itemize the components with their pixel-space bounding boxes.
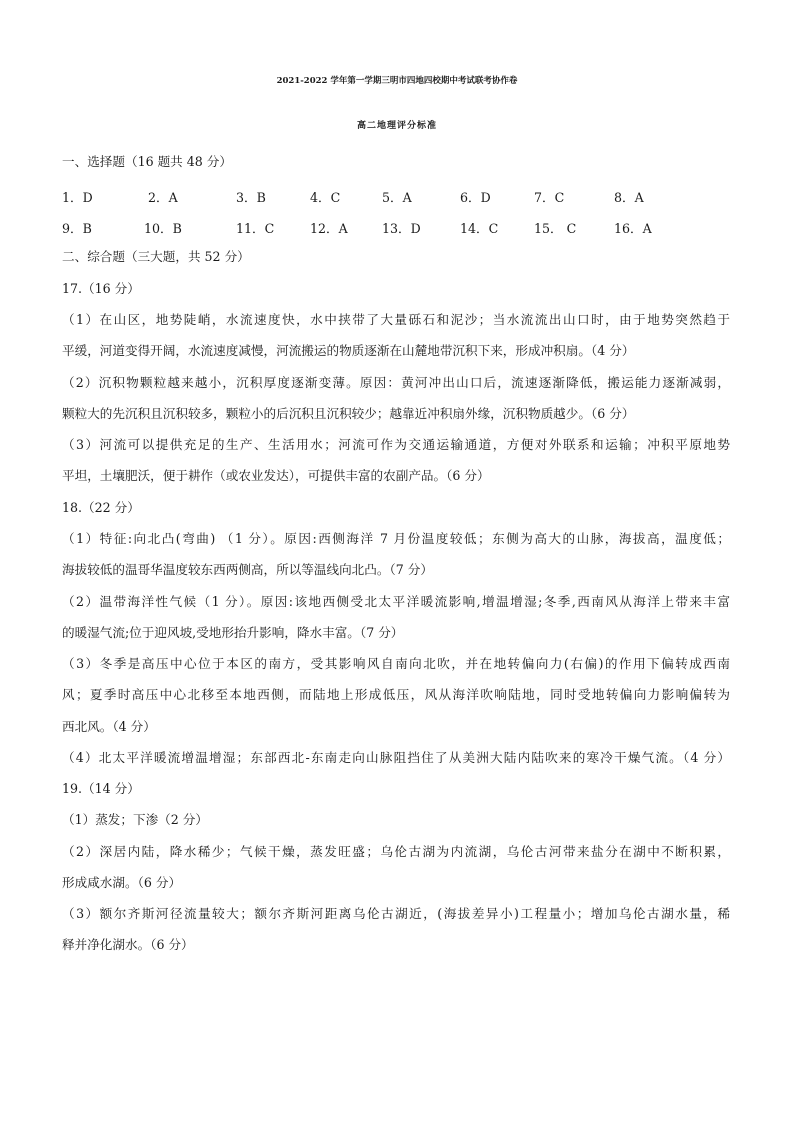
q18-answer-3-line-1: （3）冬季是高压中心位于本区的南方，受其影响风自南向北吹，并在地转偏向力(右偏)的作用下偏转成西南 xyxy=(62,656,730,671)
q19-answer-2-line-1: （2）深居内陆，降水稀少；气候干燥，蒸发旺盛；乌伦古湖为内流湖，乌伦古河带来盐分在湖中不断积累， xyxy=(62,844,730,859)
q17-answer-2-line-2: 颗粒大的先沉积且沉积较多，颗粒小的后沉积且沉积较少；越靠近冲积扇外缘，沉积物质越少。（6 分） xyxy=(62,406,635,421)
answer-item: 5．A xyxy=(382,190,412,205)
q18-answer-3-line-2: 风；夏季时高压中心北移至本地西侧，而陆地上形成低压，风从海洋吹响陆地，同时受地转偏向力影响偏转为 xyxy=(62,687,730,702)
q18-answer-2-line-1: （2）温带海洋性气候（1 分）。原因:该地西侧受北太平洋暖流影响,增温增湿;冬季,西南风从海洋上带来丰富 xyxy=(62,594,730,609)
answer-item: 11．C xyxy=(236,221,275,236)
answer-item: 10．B xyxy=(144,221,182,236)
q18-answer-2-line-2: 的暖湿气流;位于迎风坡,受地形抬升影响，降水丰富。（7 分） xyxy=(62,625,404,640)
q18-heading: 18.（22 分） xyxy=(62,500,140,515)
section2-heading: 二、综合题（三大题，共 52 分） xyxy=(62,249,250,264)
q17-answer-2-line-1: （2）沉积物颗粒越来越小，沉积厚度逐渐变薄。原因：黄河冲出山口后，流速逐渐降低，搬运能力逐渐减弱， xyxy=(62,375,730,390)
answer-item: 6．D xyxy=(460,190,491,205)
q19-answer-2-line-2: 形成咸水湖。（6 分） xyxy=(62,875,182,890)
q17-answer-1-line-2: 平缓，河道变得开阔，水流速度减慢，河流搬运的物质逐渐在山麓地带沉积下来，形成冲积扇。（4 分） xyxy=(62,343,635,358)
answer-item: 8．A xyxy=(614,190,644,205)
q19-heading: 19.（14 分） xyxy=(62,781,140,796)
q19-answer-3-line-2: 释并净化湖水。（6 分） xyxy=(62,937,194,952)
answer-item: 16．A xyxy=(614,221,652,236)
answer-row-2 xyxy=(62,218,742,234)
q17-answer-1-line-1: （1）在山区，地势陡峭，水流速度快，水中挟带了大量砾石和泥沙；当水流流出山口时，由于地势突然趋于 xyxy=(62,312,730,327)
answer-item: 2．A xyxy=(148,190,178,205)
q17-heading: 17.（16 分） xyxy=(62,281,140,296)
answer-item: 4．C xyxy=(310,190,341,205)
answer-item: 7．C xyxy=(534,190,565,205)
q17-answer-3-line-1: （3）河流可以提供充足的生产、生活用水；河流可作为交通运输通道，方便对外联系和运输；冲积平原地势 xyxy=(62,437,730,452)
q18-answer-4-line-1: （4）北太平洋暖流增温增湿；东部西北-东南走向山脉阻挡住了从美洲大陆内陆吹来的寒冷干燥气流。（4 分） xyxy=(62,750,730,765)
answer-item: 12．A xyxy=(310,221,348,236)
answer-item: 14．C xyxy=(460,221,499,236)
q19-answer-3-line-1: （3）额尔齐斯河径流量较大；额尔齐斯河距离乌伦古湖近，(海拔差异小)工程量小；增加乌伦古湖水量，稀 xyxy=(62,906,730,921)
answer-item: 3．B xyxy=(236,190,266,205)
document-title: 2021-2022 学年第一学期三明市四地四校期中考试联考协作卷 xyxy=(276,76,518,86)
answer-item: 9．B xyxy=(62,221,92,236)
answer-item: 13．D xyxy=(382,221,421,236)
q19-answer-1-line-1: （1）蒸发；下渗（2 分） xyxy=(62,812,208,827)
q18-answer-3-line-3: 西北风。（4 分） xyxy=(62,719,156,734)
answer-item: 1．D xyxy=(62,190,93,205)
document-subtitle: 高二地理评分标准 xyxy=(356,121,437,131)
q18-answer-1-line-1: （1）特征:向北凸(弯曲) （1 分）。原因:西侧海洋 7 月份温度较低；东侧为高大的山脉，海拔高，温度低； xyxy=(62,531,730,546)
q18-answer-1-line-2: 海拔较低的温哥华温度较东西两侧高，所以等温线向北凸。（7 分） xyxy=(62,562,433,577)
q17-answer-3-line-2: 平坦，土壤肥沃，便于耕作（或农业发达），可提供丰富的农副产品。（6 分） xyxy=(62,468,490,483)
answer-item: 15． C xyxy=(534,221,577,236)
section1-heading: 一、选择题（16 题共 48 分） xyxy=(62,154,232,169)
answer-row-1 xyxy=(62,187,742,203)
